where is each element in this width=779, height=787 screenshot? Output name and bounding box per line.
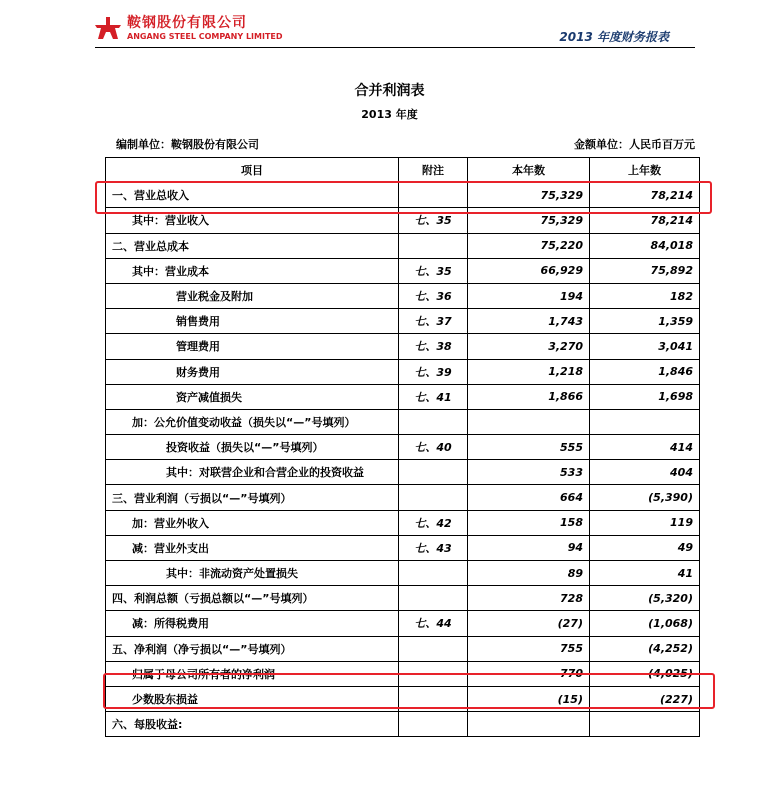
row-prior: 1,359 xyxy=(590,309,700,334)
row-prior: 404 xyxy=(590,460,700,485)
row-prior: 75,892 xyxy=(590,258,700,283)
row-item: 归属于母公司所有者的净利润 xyxy=(106,661,399,686)
income-statement-table xyxy=(105,157,700,737)
table-row xyxy=(106,283,700,308)
row-current: 194 xyxy=(468,283,590,308)
header-divider xyxy=(95,47,695,48)
row-current: 75,329 xyxy=(468,183,590,208)
row-prior: 1,846 xyxy=(590,359,700,384)
row-note xyxy=(399,586,468,611)
row-note xyxy=(399,561,468,586)
row-current: 66,929 xyxy=(468,258,590,283)
row-note xyxy=(399,712,468,737)
column-header-current: 本年数 xyxy=(468,158,590,183)
row-prior: (227) xyxy=(590,686,700,711)
row-note: 七、43 xyxy=(399,535,468,560)
row-prior xyxy=(590,409,700,434)
table-header-row xyxy=(106,158,700,183)
row-item: 财务费用 xyxy=(106,359,399,384)
row-current: (27) xyxy=(468,611,590,636)
column-header-item: 项目 xyxy=(106,158,399,183)
row-current: (15) xyxy=(468,686,590,711)
row-note xyxy=(399,485,468,510)
table-row xyxy=(106,586,700,611)
row-prior: (5,320) xyxy=(590,586,700,611)
row-current: 89 xyxy=(468,561,590,586)
row-item: 其中：非流动资产处置损失 xyxy=(106,561,399,586)
row-prior: (4,025) xyxy=(590,661,700,686)
column-header-prior: 上年数 xyxy=(590,158,700,183)
row-prior: 84,018 xyxy=(590,233,700,258)
prepared-by: 编制单位：鞍钢股份有限公司 xyxy=(116,138,259,151)
row-item: 六、每股收益: xyxy=(106,712,399,737)
row-note xyxy=(399,409,468,434)
company-name-cn: 鞍钢股份有限公司 xyxy=(127,15,247,31)
table-row xyxy=(106,636,700,661)
row-item: 减：所得税费用 xyxy=(106,611,399,636)
statement-year: 2013 年度 xyxy=(361,108,418,121)
row-current: 755 xyxy=(468,636,590,661)
row-note: 七、35 xyxy=(399,208,468,233)
row-prior: (4,252) xyxy=(590,636,700,661)
row-item: 加：营业外收入 xyxy=(106,510,399,535)
table-row xyxy=(106,535,700,560)
row-note: 七、42 xyxy=(399,510,468,535)
row-item: 营业税金及附加 xyxy=(106,283,399,308)
table-row xyxy=(106,233,700,258)
row-item: 其中：营业成本 xyxy=(106,258,399,283)
table-row xyxy=(106,661,700,686)
row-current: 555 xyxy=(468,435,590,460)
row-item: 销售费用 xyxy=(106,309,399,334)
row-note xyxy=(399,233,468,258)
row-item: 资产减值损失 xyxy=(106,384,399,409)
company-name-en: ANGANG STEEL COMPANY LIMITED xyxy=(127,32,283,41)
row-prior: (1,068) xyxy=(590,611,700,636)
currency-unit: 金额单位：人民币百万元 xyxy=(574,138,695,151)
table-row xyxy=(106,435,700,460)
row-prior: 78,214 xyxy=(590,183,700,208)
statement-title: 合并利润表 xyxy=(354,83,425,99)
row-prior: 119 xyxy=(590,510,700,535)
table-row xyxy=(106,485,700,510)
table-row xyxy=(106,334,700,359)
row-item: 减：营业外支出 xyxy=(106,535,399,560)
angang-logo-icon xyxy=(93,17,123,41)
row-current: 3,270 xyxy=(468,334,590,359)
row-current: 1,866 xyxy=(468,384,590,409)
row-note: 七、35 xyxy=(399,258,468,283)
row-item: 加：公允价值变动收益（损失以“—”号填列） xyxy=(106,409,399,434)
row-prior: 78,214 xyxy=(590,208,700,233)
table-row xyxy=(106,510,700,535)
row-prior: 414 xyxy=(590,435,700,460)
row-note: 七、36 xyxy=(399,283,468,308)
table-row xyxy=(106,309,700,334)
row-prior: (5,390) xyxy=(590,485,700,510)
row-note: 七、37 xyxy=(399,309,468,334)
table-row xyxy=(106,561,700,586)
row-current: 533 xyxy=(468,460,590,485)
row-note xyxy=(399,661,468,686)
row-item: 少数股东损益 xyxy=(106,686,399,711)
row-item: 管理费用 xyxy=(106,334,399,359)
row-prior: 49 xyxy=(590,535,700,560)
row-item: 四、利润总额（亏损总额以“—”号填列） xyxy=(106,586,399,611)
row-prior: 3,041 xyxy=(590,334,700,359)
row-current: 75,329 xyxy=(468,208,590,233)
table-row xyxy=(106,183,700,208)
table-row xyxy=(106,712,700,737)
row-prior: 182 xyxy=(590,283,700,308)
row-current xyxy=(468,712,590,737)
row-prior: 41 xyxy=(590,561,700,586)
row-note: 七、41 xyxy=(399,384,468,409)
table-row xyxy=(106,409,700,434)
row-note xyxy=(399,460,468,485)
row-current: 728 xyxy=(468,586,590,611)
table-row xyxy=(106,686,700,711)
table-row xyxy=(106,384,700,409)
report-title: 2013 年度财务报表 xyxy=(559,30,669,44)
row-note: 七、39 xyxy=(399,359,468,384)
row-note xyxy=(399,636,468,661)
company-logo xyxy=(93,12,283,48)
row-note: 七、40 xyxy=(399,435,468,460)
row-current xyxy=(468,409,590,434)
row-current: 664 xyxy=(468,485,590,510)
row-item: 其中：对联营企业和合营企业的投资收益 xyxy=(106,460,399,485)
table-row xyxy=(106,460,700,485)
row-prior: 1,698 xyxy=(590,384,700,409)
row-current: 94 xyxy=(468,535,590,560)
row-item: 其中：营业收入 xyxy=(106,208,399,233)
row-item: 三、营业利润（亏损以“—”号填列） xyxy=(106,485,399,510)
row-current: 770 xyxy=(468,661,590,686)
row-item: 一、营业总收入 xyxy=(106,183,399,208)
row-note: 七、44 xyxy=(399,611,468,636)
row-item: 五、净利润（净亏损以“—”号填列） xyxy=(106,636,399,661)
row-item: 投资收益（损失以“—”号填列） xyxy=(106,435,399,460)
row-note xyxy=(399,686,468,711)
table-row xyxy=(106,208,700,233)
row-current: 1,218 xyxy=(468,359,590,384)
row-note: 七、38 xyxy=(399,334,468,359)
column-header-note: 附注 xyxy=(399,158,468,183)
row-note xyxy=(399,183,468,208)
table-row xyxy=(106,611,700,636)
row-current: 75,220 xyxy=(468,233,590,258)
row-prior xyxy=(590,712,700,737)
table-row xyxy=(106,359,700,384)
table-row xyxy=(106,258,700,283)
row-current: 1,743 xyxy=(468,309,590,334)
row-current: 158 xyxy=(468,510,590,535)
row-item: 二、营业总成本 xyxy=(106,233,399,258)
